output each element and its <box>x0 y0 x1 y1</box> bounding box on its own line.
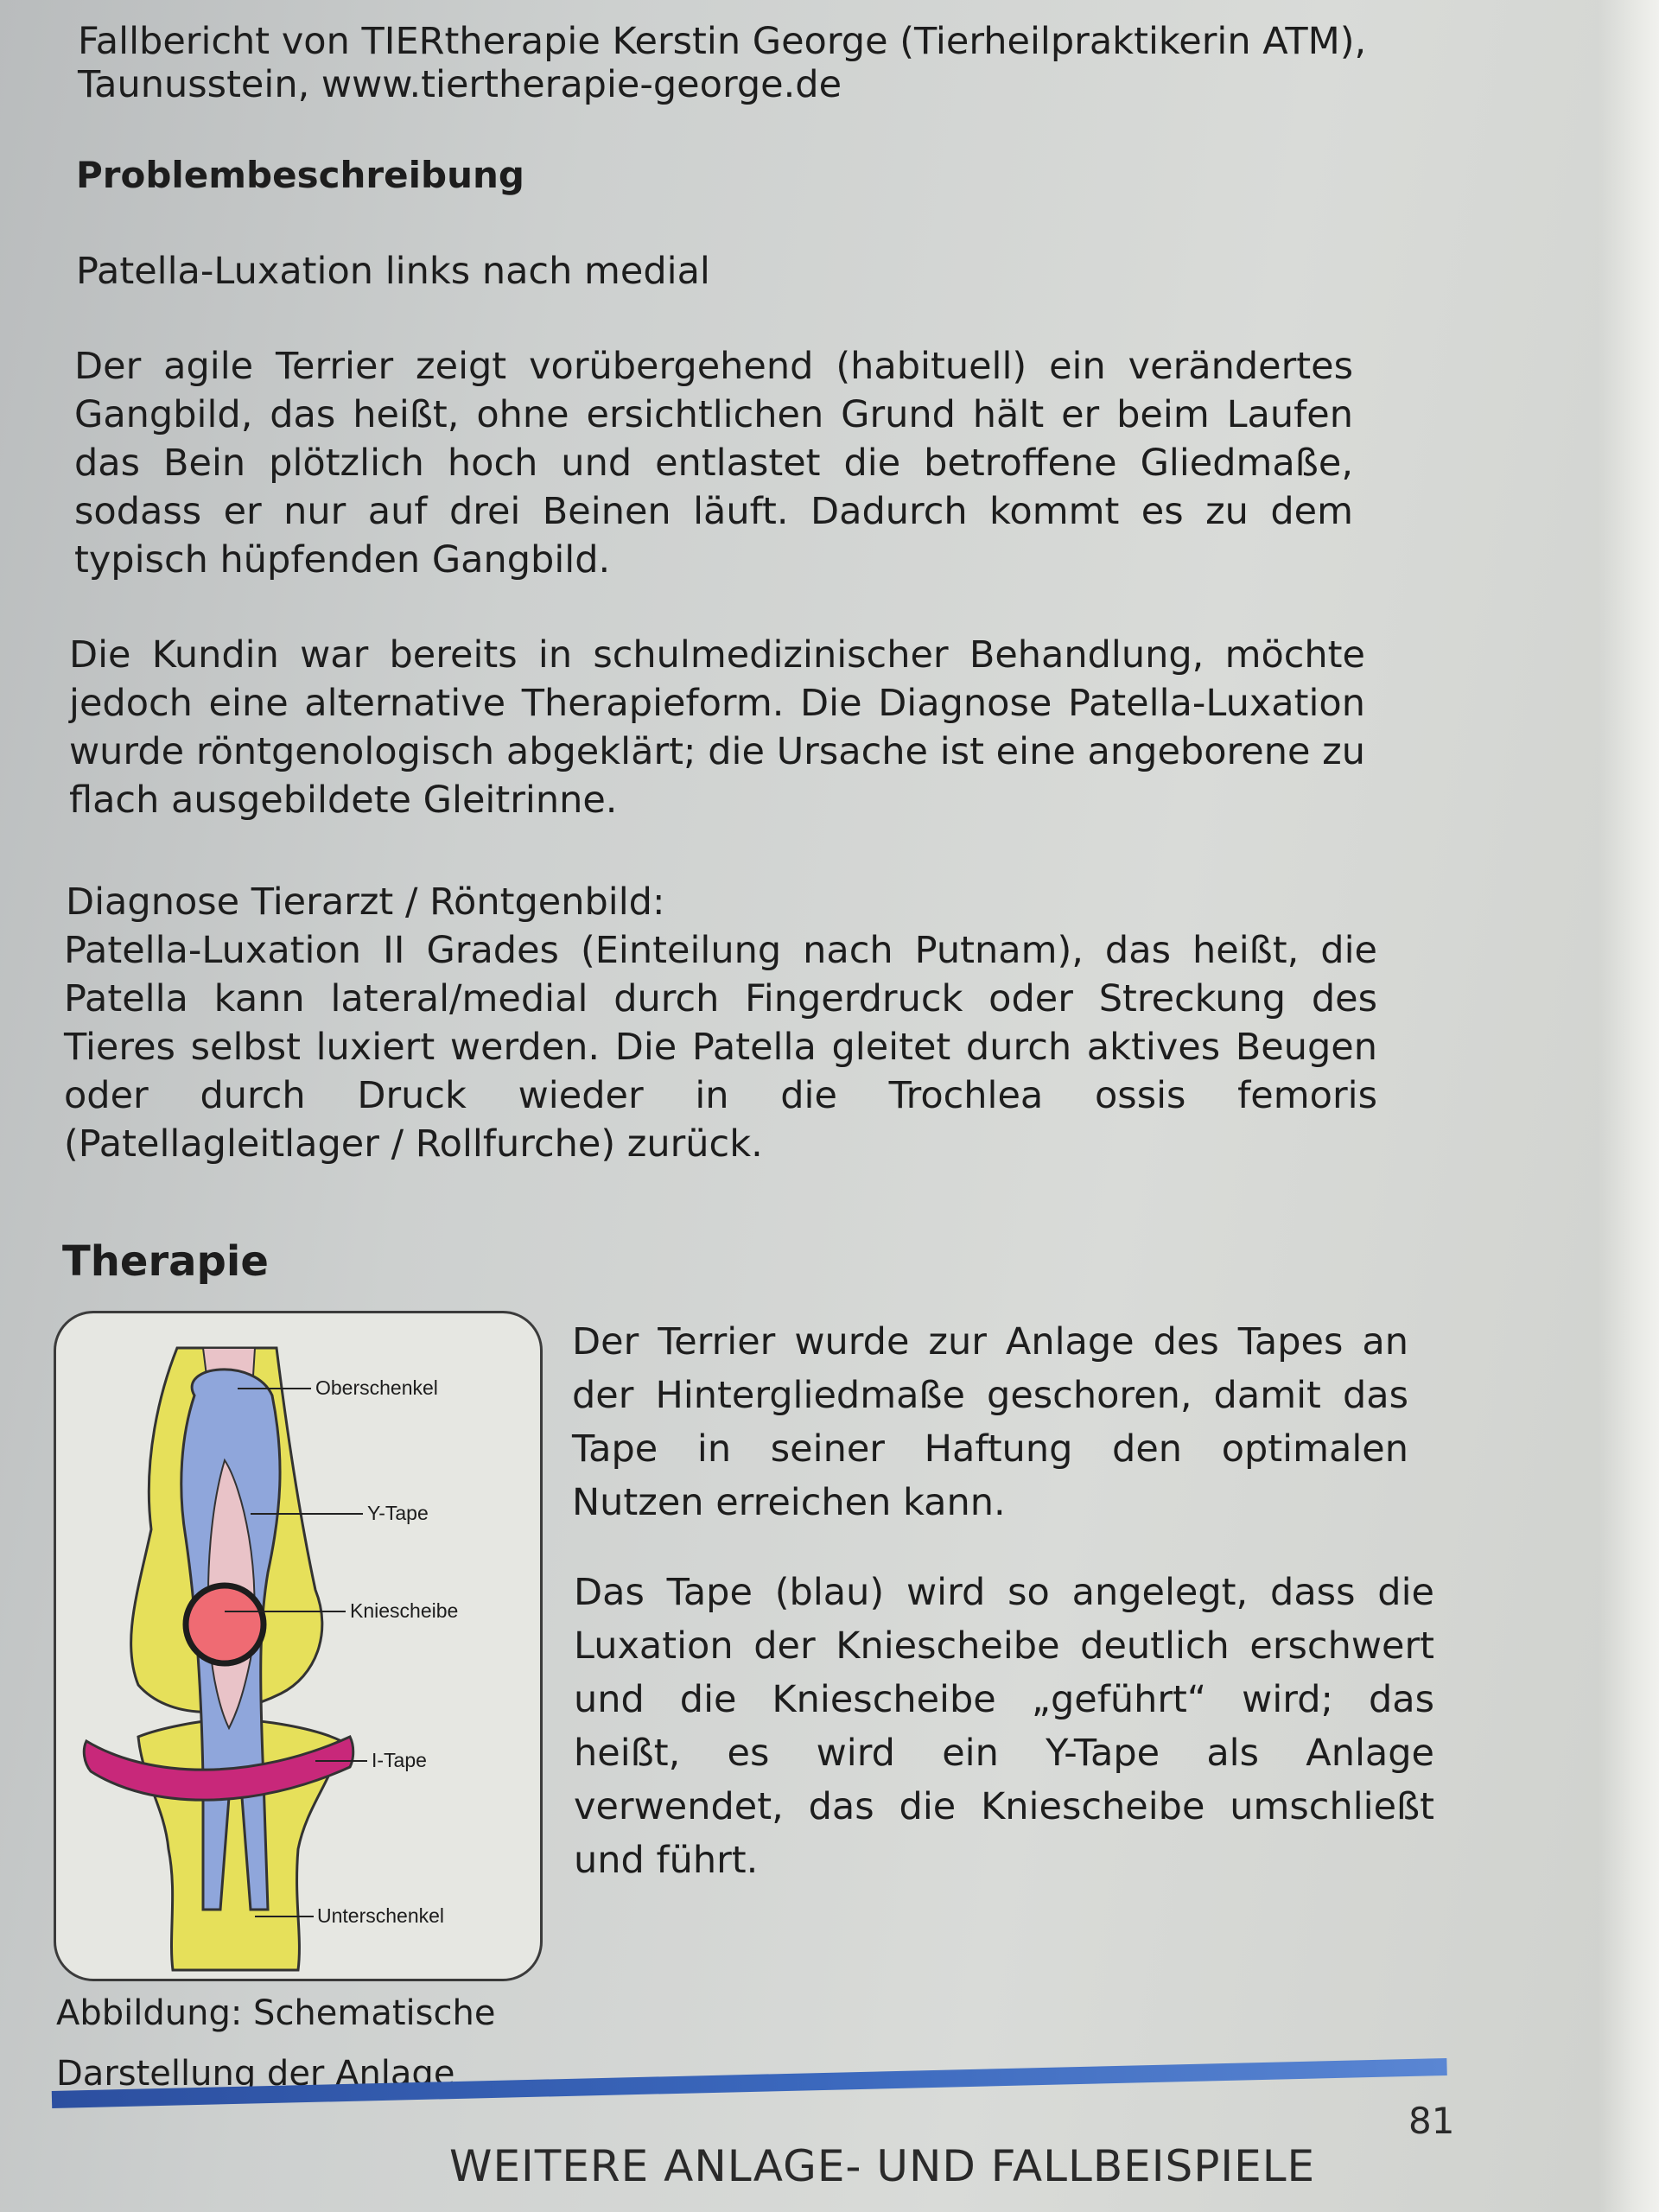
footer-section-title: WEITERE ANLAGE- UND FALLBEISPIELE <box>449 2141 1316 2191</box>
therapy-heading: Therapie <box>62 1237 269 1286</box>
label-oberschenkel: Oberschenkel <box>315 1376 438 1399</box>
therapy-paragraph-1: Der Terrier wurde zur Anlage des Tapes an der Hintergliedmaße geschoren, damit das Tape in seiner Haftung den optimalen Nutzen erreichen kann. <box>572 1320 1408 1524</box>
page-number: 81 <box>1408 2100 1455 2142</box>
diagnosis-title: Diagnose Tierarzt / Röntgenbild: <box>66 880 665 924</box>
problem-subtitle: Patella-Luxation links nach medial <box>76 250 710 293</box>
figure-caption: Abbildung: Schematische Darstellung der Anlage <box>56 1993 496 2094</box>
label-unterschenkel: Unterschenkel <box>317 1904 445 1927</box>
label-y-tape: Y-Tape <box>367 1502 429 1524</box>
label-kniescheibe: Kniescheibe <box>350 1599 459 1622</box>
problem-paragraph-1: Der agile Terrier zeigt vorübergehend (habituell) ein verändertes Gangbild, das heißt, ohne ersichtlichen Grund hält er beim Laufen das Bein plötzlich hoch und entlastet die betroffene Gliedmaße, sodass er nur auf drei Beinen läuft. Dadurch kommt es zu dem typisch hüpfenden Gangbild. <box>74 345 1353 582</box>
diagnosis-text: Patella-Luxation II Grades (Einteilung nach Putnam), das heißt, die Patella kann lateral/medial durch Fingerdruck oder Streckung des Tieres selbst luxiert werden. Die Patella gleitet durch aktives Beugen oder durch Druck wieder in die Trochlea ossis femoris (Patellagleitlager / Rollfurche) zurück. <box>64 929 1377 1166</box>
problem-paragraph-2: Die Kundin war bereits in schulmedizinischer Behandlung, möchte jedoch eine alternative Therapieform. Die Diagnose Patella-Luxation wurde röntgenologisch abgeklärt; die Ursache ist eine angeborene zu flach ausgebildete Gleitrinne. <box>69 633 1365 822</box>
header-line-2: Taunusstein, www.tiertherapie-george.de <box>78 63 842 106</box>
page-edge-shadow <box>1599 0 1659 2212</box>
therapy-paragraph-2: Das Tape (blau) wird so angelegt, dass die Luxation der Kniescheibe deutlich erschwert und die Kniescheibe „geführt“ wird; das heißt, es wird ein Y-Tape als Anlage verwendet, das die Kniescheibe umschließt und führt. <box>574 1571 1434 1882</box>
patella-circle <box>186 1586 264 1663</box>
problem-heading: Problembeschreibung <box>76 154 524 196</box>
label-i-tape: I-Tape <box>372 1749 427 1771</box>
knee-taping-figure <box>54 1311 543 1981</box>
knee-diagram <box>56 1313 540 1979</box>
header-line-1: Fallbericht von TIERtherapie Kerstin George (Tierheilpraktikerin ATM), <box>78 20 1367 63</box>
